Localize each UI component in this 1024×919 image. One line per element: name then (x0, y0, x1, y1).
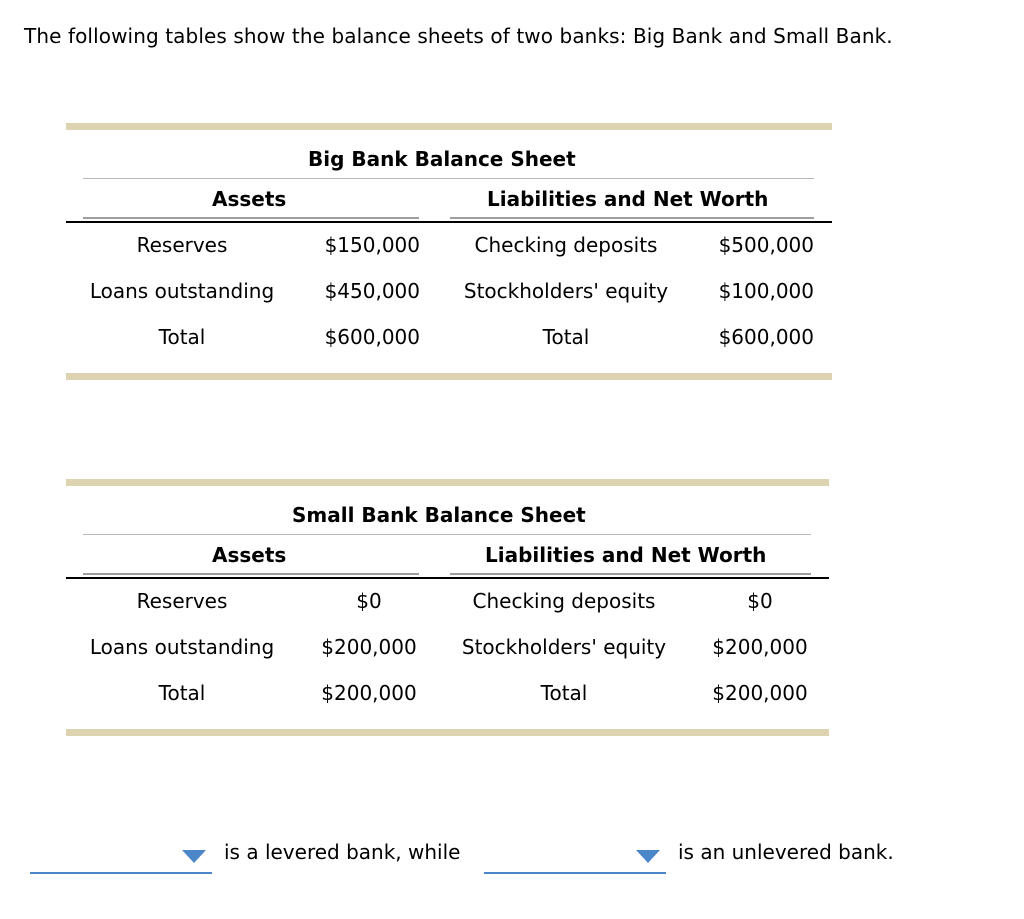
asset-value: $150,000 (324, 233, 420, 257)
asset-label: Reserves (136, 233, 228, 257)
liabilities-header-underline (450, 573, 811, 575)
levered-bank-dropdown[interactable] (30, 846, 212, 874)
chevron-down-icon (182, 850, 206, 863)
sentence-end-text: is an unlevered bank. (678, 840, 894, 864)
sentence-middle-text: is a levered bank, while (224, 840, 461, 864)
liability-value: $200,000 (712, 681, 808, 705)
asset-label: Loans outstanding (89, 635, 275, 659)
table-title: Big Bank Balance Sheet (308, 147, 576, 171)
title-divider (83, 178, 814, 179)
assets-header: Assets (212, 187, 287, 211)
liability-value: $0 (747, 589, 773, 613)
table-top-bar (66, 123, 832, 130)
liabilities-header: Liabilities and Net Worth (487, 187, 769, 211)
liability-value: $200,000 (712, 635, 808, 659)
liability-label: Checking deposits (474, 233, 658, 257)
header-rule (66, 221, 832, 223)
liability-label: Stockholders' equity (463, 279, 669, 303)
liability-label: Total (542, 325, 590, 349)
table-bottom-bar (66, 373, 832, 380)
liabilities-header-underline (450, 217, 814, 219)
assets-header-underline (83, 217, 419, 219)
asset-value: $0 (356, 589, 382, 613)
assets-header-underline (83, 573, 419, 575)
asset-value: $200,000 (321, 681, 417, 705)
liability-label: Stockholders' equity (461, 635, 667, 659)
table-bottom-bar (66, 729, 829, 736)
table-top-bar (66, 479, 829, 486)
liability-value: $100,000 (718, 279, 814, 303)
asset-label: Total (158, 681, 206, 705)
liability-value: $500,000 (718, 233, 814, 257)
liability-label: Checking deposits (472, 589, 656, 613)
asset-label: Loans outstanding (89, 279, 275, 303)
chevron-down-icon (636, 850, 660, 863)
assets-header: Assets (212, 543, 287, 567)
intro-text: The following tables show the balance sheets of two banks: Big Bank and Small Bank. (24, 24, 893, 48)
small-bank-balance-sheet (66, 479, 829, 737)
title-divider (83, 534, 811, 535)
asset-value: $600,000 (324, 325, 420, 349)
asset-value: $450,000 (324, 279, 420, 303)
table-title: Small Bank Balance Sheet (292, 503, 586, 527)
liability-label: Total (540, 681, 588, 705)
asset-value: $200,000 (321, 635, 417, 659)
liability-value: $600,000 (718, 325, 814, 349)
header-rule (66, 577, 829, 579)
asset-label: Total (158, 325, 206, 349)
asset-label: Reserves (136, 589, 228, 613)
unlevered-bank-dropdown[interactable] (484, 846, 666, 874)
big-bank-balance-sheet (66, 123, 832, 381)
liabilities-header: Liabilities and Net Worth (485, 543, 767, 567)
